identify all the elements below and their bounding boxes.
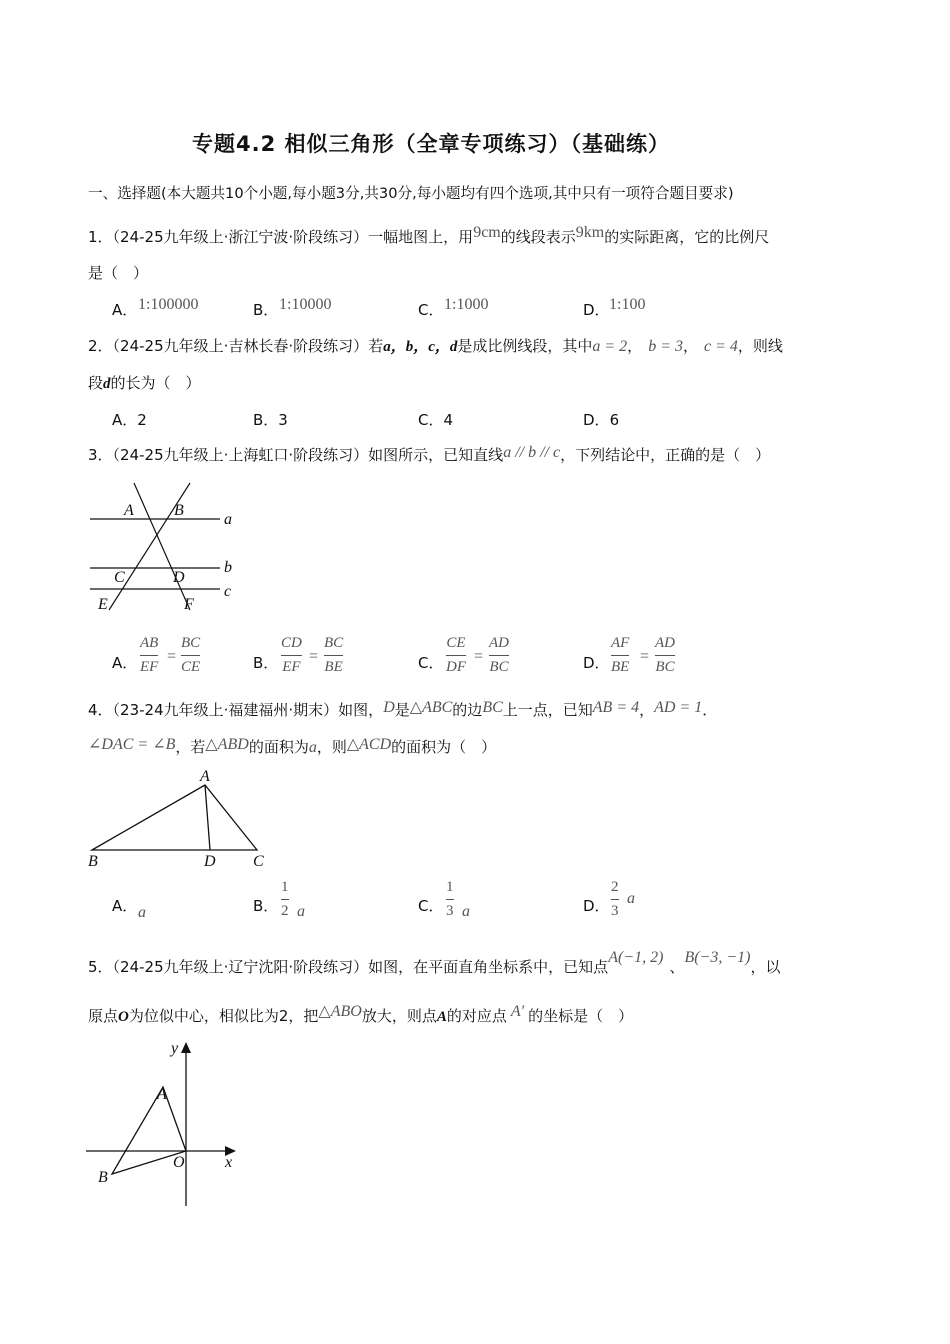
question-5: 5．（24-25九年级上·辽宁沈阳·阶段练习）如图，在平面直角坐标系中，已知点A(−1, 2)、B(−3, −1)，以 (88, 949, 781, 976)
option-a-frac2: BC CE (181, 635, 201, 675)
option-a[interactable]: A．2 (112, 411, 147, 429)
option-b-frac2: BC BE (324, 635, 344, 675)
option-c-label[interactable]: C． (418, 301, 444, 319)
option-c-label[interactable]: C． (418, 897, 444, 915)
option-c-frac2: AD BC (489, 635, 509, 675)
option-d[interactable]: D．6 (583, 411, 620, 429)
figure-triangle-abc (84, 766, 274, 870)
question-2: 2．（24-25九年级上·吉林长春·阶段练习）若a，b，c，d是成比例线段，其中a = 2， b = 3， c = 4，则线 (88, 337, 783, 355)
option-a-value: a (138, 904, 146, 921)
fig-label: b (224, 559, 232, 576)
fig-label: E (98, 596, 108, 613)
option-b-label[interactable]: B． (253, 897, 279, 915)
fig-label: c (224, 583, 232, 600)
option-d-frac2: AD BC (655, 635, 675, 675)
page-title: 专题4.2 相似三角形（全章专项练习）（基础练） (192, 132, 671, 156)
section-heading: 一、选择题(本大题共10个小题,每小题3分,共30分,每小题均有四个选项,其中只有一项符合题目要求) (88, 185, 734, 202)
option-c-frac1: CE DF (446, 635, 466, 675)
option-b-label[interactable]: B． (253, 654, 279, 672)
question-2-line2: 段d的长为（ ） (88, 374, 201, 392)
question-5-line2: 原点O为位似中心，相似比为2，把△ABO放大，则点A的对应点 A′ 的坐标是（ ） (88, 1003, 634, 1025)
option-d-label[interactable]: D． (583, 654, 610, 672)
question-4-line2: ∠DAC = ∠B，若△ABD的面积为a，则△ACD的面积为（ ） (88, 736, 497, 756)
svg-text:B: B (98, 1169, 108, 1186)
option-c-value: 1:1000 (444, 296, 489, 313)
svg-text:D: D (204, 853, 216, 870)
fig-label: D (173, 569, 185, 586)
svg-text:A: A (157, 1086, 167, 1103)
svg-text:C: C (253, 853, 264, 870)
option-b-frac1: CD EF (281, 635, 302, 675)
option-b-frac: 1 2 (281, 879, 289, 919)
option-a-value: 1:100000 (138, 296, 199, 313)
figure-parallel-lines (84, 478, 244, 614)
question-1: 1．（24-25九年级上·浙江宁波·阶段练习）一幅地图上，用9cm的线段表示9km的实际距离，它的比例尺 (88, 224, 770, 246)
fig-label: B (174, 502, 184, 519)
option-b-value: 1:10000 (279, 296, 332, 313)
option-a-label[interactable]: A． (112, 897, 138, 915)
fig-label: C (114, 569, 125, 586)
fig-label: a (224, 511, 232, 528)
svg-text:A: A (200, 768, 210, 785)
fig-label: F (184, 596, 194, 613)
question-1-line2: 是（ ） (88, 264, 149, 282)
figure-coordinate-plane (84, 1036, 244, 1211)
option-b[interactable]: B．3 (253, 411, 288, 429)
fig-label: A (124, 502, 134, 519)
svg-text:O: O (173, 1154, 185, 1171)
option-d-frac: 2 3 (611, 879, 619, 919)
option-d-frac1: AF BE (611, 635, 630, 675)
option-d-label[interactable]: D． (583, 301, 610, 319)
option-c[interactable]: C．4 (418, 411, 454, 429)
option-b-label[interactable]: B． (253, 301, 279, 319)
option-d-value: 1:100 (609, 296, 646, 313)
question-3: 3．（24-25九年级上·上海虹口·阶段练习）如图所示，已知直线a // b // c，下列结论中，正确的是（ ） (88, 444, 771, 464)
svg-text:B: B (88, 853, 98, 870)
option-a-label[interactable]: A． (112, 301, 138, 319)
option-d-label[interactable]: D． (583, 897, 610, 915)
question-source: （24-25九年级上·浙江宁波·阶段练习） (112, 228, 369, 246)
option-c-frac: 1 3 (446, 879, 454, 919)
option-c-label[interactable]: C． (418, 654, 444, 672)
svg-text:y: y (171, 1040, 179, 1057)
option-a-frac1: AB EF (140, 635, 159, 675)
question-4: 4．（23-24九年级上·福建福州·期末）如图，D是△ABC的边BC上一点，已知AB = 4，AD = 1． (88, 699, 718, 719)
question-number: 1． (88, 228, 113, 246)
svg-text:x: x (225, 1154, 233, 1171)
option-a-label[interactable]: A． (112, 654, 138, 672)
